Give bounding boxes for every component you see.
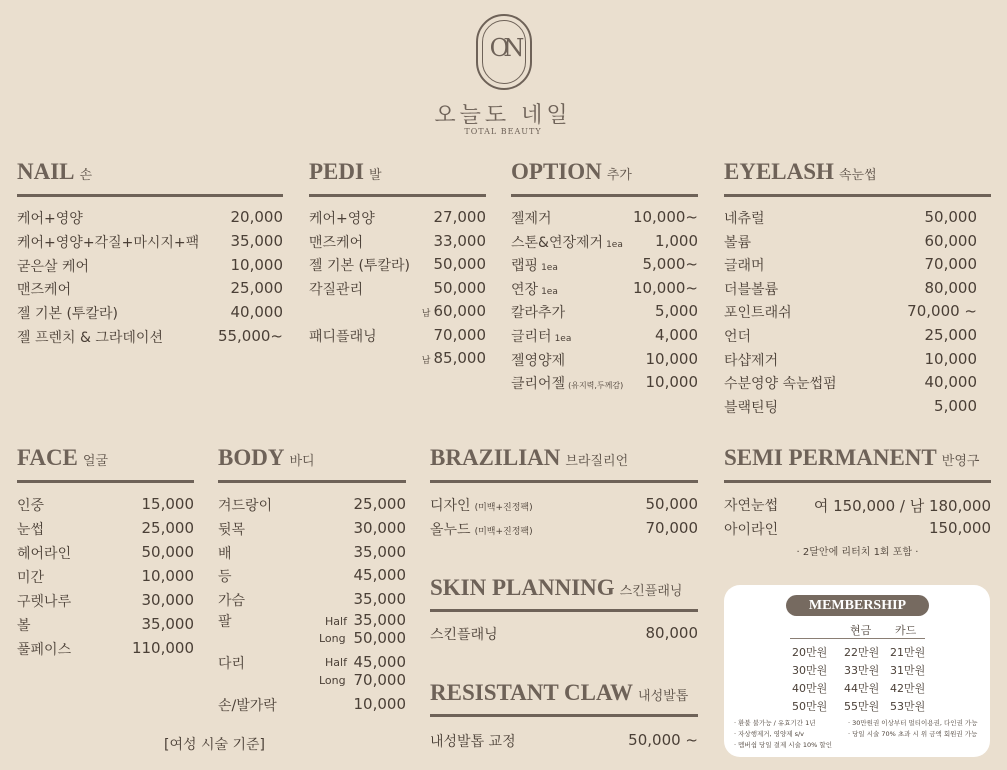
eyelash-item-price: 60,000 [924, 231, 977, 250]
skin-rule [430, 609, 698, 612]
eyelash-item-price: 70,000 [924, 255, 977, 274]
brazilian-item-price: 50,000 [645, 495, 698, 513]
option-item-name: 글리터 1ea [511, 329, 572, 345]
body-item-price: 45,000 [353, 566, 406, 585]
body-arm-half-label: Half [325, 615, 347, 628]
eyelash-item-name: 볼륨 [724, 234, 752, 251]
nail-item-price: 25,000 [230, 279, 283, 298]
membership-card-price: 21만원 [890, 646, 926, 659]
option-item-price: 10,000 [645, 349, 698, 368]
face-item-price: 50,000 [141, 543, 194, 561]
eyelash-item-price: 70,000 ~ [907, 302, 977, 321]
body-arm-name: 팔 [218, 614, 232, 630]
option-item-price: 5,000 [655, 302, 698, 321]
body-leg-long-label: Long [319, 674, 346, 687]
semi-rule [724, 480, 991, 483]
face-item-price: 35,000 [141, 615, 194, 633]
nail-item-name: 젤 기본 (투칼라) [17, 306, 118, 323]
membership-cash: 33만원 [844, 664, 880, 677]
semi-title: SEMI PERMANENT 반영구 [724, 445, 980, 470]
brazilian-item-name: 올누드 (미백+진정팩) [430, 522, 533, 538]
pedi-rule [309, 194, 486, 197]
eyelash-title: EYELASH 속눈썹 [724, 159, 877, 184]
face-title: FACE 얼굴 [17, 445, 109, 470]
eyelash-item-name: 글래머 [724, 258, 765, 275]
eyelash-item-name: 타샵제거 [724, 352, 779, 369]
face-item-price: 15,000 [141, 495, 194, 513]
face-item-name: 인중 [17, 498, 45, 514]
body-arm-long-label: Long [319, 632, 346, 645]
eyelash-item-name: 포인트래쉬 [724, 305, 792, 322]
membership-cash: 22만원 [844, 646, 880, 659]
brazilian-title: BRAZILIAN 브라질리언 [430, 445, 629, 470]
logo-monogram: ON [489, 34, 519, 62]
claw-item-name: 내성발톱 교정 [430, 734, 516, 750]
body-rule [218, 480, 406, 483]
option-item-name: 젤제거 [511, 211, 552, 227]
option-item-price: 4,000 [655, 326, 698, 344]
semi-item-name: 자연눈썹 [724, 498, 779, 514]
pedi-item-price: 남 85,000 [421, 349, 486, 367]
brand-name: 오늘도 네일 [434, 103, 572, 128]
eyelash-rule [724, 194, 991, 197]
face-item-price: 110,000 [131, 639, 194, 657]
face-item-name: 눈썹 [17, 522, 45, 538]
nail-item-name: 케어+영양 [17, 211, 83, 227]
membership-card-price: 42만원 [890, 682, 926, 695]
nail-item-name: 젤 프렌치 & 그라데이션 [17, 330, 163, 346]
membership-amount: 20만원 [792, 646, 828, 659]
body-hand-name: 손/발가락 [218, 698, 277, 714]
nail-item-price: 35,000 [230, 231, 283, 250]
membership-amount: 50만원 [792, 700, 828, 713]
membership-card-price: 53만원 [890, 700, 926, 713]
pedi-item-name: 각질관리 [309, 281, 364, 298]
membership-amount: 30만원 [792, 664, 828, 677]
eyelash-item-name: 네츄럴 [724, 211, 765, 227]
pedi-item-price: 남 60,000 [421, 302, 486, 320]
body-item-price: 35,000 [353, 542, 406, 561]
nail-item-price: 10,000 [230, 255, 283, 274]
membership-note-left: · 멤버쉽 당일 결제 시술 10% 할인 [734, 741, 832, 749]
eyelash-item-name: 언더 [724, 329, 752, 345]
option-rule [511, 194, 698, 197]
eyelash-item-price: 40,000 [924, 373, 977, 392]
nail-item-price: 20,000 [230, 208, 283, 226]
membership-divider [790, 638, 925, 639]
nail-title: NAIL 손 [17, 159, 93, 184]
membership-col-card: 카드 [895, 624, 917, 637]
face-item-name: 볼 [17, 618, 31, 634]
face-item-name: 미간 [17, 570, 45, 586]
body-item-price: 35,000 [353, 590, 406, 609]
semi-item-price: 여 150,000 / 남 180,000 [813, 497, 991, 515]
claw-title: RESISTANT CLAW 내성발톱 [430, 680, 689, 705]
logo [476, 14, 532, 90]
skin-item-name: 스킨플래닝 [430, 627, 498, 643]
nail-item-name: 케어+영양+각질+마시지+팩 [17, 234, 200, 251]
eyelash-item-price: 5,000 [934, 396, 977, 415]
claw-item-price: 50,000 ~ [628, 731, 698, 749]
membership-card-price: 31만원 [890, 664, 926, 677]
face-rule [17, 480, 194, 483]
option-item-name: 칼라추가 [511, 305, 566, 322]
body-leg-half-label: Half [325, 656, 347, 669]
nail-rule [17, 194, 283, 197]
pedi-item-name: 케어+영양 [309, 211, 375, 227]
brand-subtitle: TOTAL BEAUTY [464, 127, 542, 136]
pedi-item-price: 27,000 [433, 208, 486, 226]
nail-item-price: 40,000 [230, 303, 283, 322]
eyelash-item-price: 50,000 [924, 208, 977, 226]
skin-item-price: 80,000 [645, 624, 698, 642]
membership-note-right: · 당일 시술 70% 초과 시 위 금액 회원권 가능 [848, 730, 978, 738]
body-item-name: 겨드랑이 [218, 498, 273, 514]
eyelash-item-price: 10,000 [924, 349, 977, 368]
brazilian-item-price: 70,000 [645, 519, 698, 537]
semi-item-name: 아이라인 [724, 522, 779, 538]
option-item-name: 스톤&연장제거 1ea [511, 234, 623, 251]
eyelash-item-name: 더블볼륨 [724, 281, 779, 298]
body-hand-price: 10,000 [353, 695, 406, 713]
nail-item-name: 맨즈케어 [17, 282, 72, 299]
option-item-name: 연장 1ea [511, 281, 558, 298]
option-item-price: 10,000 [645, 373, 698, 392]
option-item-price: 1,000 [655, 231, 698, 250]
pedi-item-name: 맨즈케어 [309, 234, 364, 251]
brazilian-item-name: 디자인 (미백+진정팩) [430, 498, 533, 514]
pedi-item-name: 젤 기본 (투칼라) [309, 258, 410, 274]
option-item-name: 클리어젤 (유지력,두께감) [511, 376, 624, 393]
membership-cash: 55만원 [844, 700, 880, 713]
pedi-item-price: 50,000 [433, 278, 486, 297]
body-title: BODY 바디 [218, 445, 315, 470]
body-item-name: 배 [218, 545, 232, 562]
skin-title: SKIN PLANNING 스킨플래닝 [430, 575, 683, 600]
face-item-price: 25,000 [141, 519, 194, 537]
option-item-price: 10,000~ [632, 278, 698, 297]
body-item-name: 가슴 [218, 593, 246, 610]
membership-title: MEMBERSHIP [786, 595, 929, 616]
body-leg-name: 다리 [218, 656, 246, 672]
option-item-price: 10,000~ [632, 208, 698, 226]
membership-cash: 44만원 [844, 682, 880, 695]
body-leg-long-price: 70,000 [353, 671, 406, 689]
body-arm-half-price: 35,000 [353, 611, 406, 629]
membership-note-right: · 30만원권 이상부터 멀티이용권, 다인권 가능 [848, 719, 978, 727]
eyelash-item-price: 25,000 [924, 326, 977, 344]
body-leg-half-price: 45,000 [353, 653, 406, 671]
eyelash-item-name: 블랙틴팅 [724, 399, 779, 416]
option-item-name: 젤영양제 [511, 352, 566, 369]
semi-note: · 2달안에 리터치 1회 포함 · [796, 547, 919, 558]
face-item-price: 10,000 [141, 567, 194, 585]
body-item-name: 등 [218, 569, 232, 586]
claw-rule [430, 714, 698, 717]
nail-item-price: 55,000~ [217, 327, 283, 345]
pedi-item-name: 패디플래닝 [309, 328, 377, 345]
pedi-item-price: 70,000 [433, 325, 486, 344]
pedi-item-price: 50,000 [433, 255, 486, 273]
body-item-name: 뒷목 [218, 521, 246, 538]
pedi-title: PEDI 발 [309, 159, 382, 184]
semi-item-price: 150,000 [928, 519, 991, 537]
membership-col-cash: 현금 [850, 624, 872, 637]
body-arm-long-price: 50,000 [353, 629, 406, 647]
face-item-name: 풀페이스 [17, 642, 72, 658]
membership-note-left: · 환불 불가능 / 유효기간 1년 [734, 719, 816, 727]
face-item-price: 30,000 [141, 591, 194, 609]
option-item-name: 랩핑 1ea [511, 258, 558, 275]
eyelash-item-name: 수분영양 속눈썹펌 [724, 376, 837, 393]
pedi-item-price: 33,000 [433, 231, 486, 250]
body-note: [여성 시술 기준] [164, 737, 265, 753]
membership-amount: 40만원 [792, 682, 828, 695]
face-item-name: 헤어라인 [17, 546, 72, 562]
option-item-price: 5,000~ [642, 255, 698, 274]
membership-note-left: · 자상행제거, 영양제 s/v [734, 730, 804, 738]
option-title: OPTION 추가 [511, 159, 632, 184]
body-item-price: 30,000 [353, 518, 406, 537]
eyelash-item-price: 80,000 [924, 278, 977, 297]
face-item-name: 구렛나루 [17, 594, 72, 610]
nail-item-name: 굳은살 케어 [17, 258, 90, 275]
body-item-price: 25,000 [353, 495, 406, 513]
brazilian-rule [430, 480, 698, 483]
